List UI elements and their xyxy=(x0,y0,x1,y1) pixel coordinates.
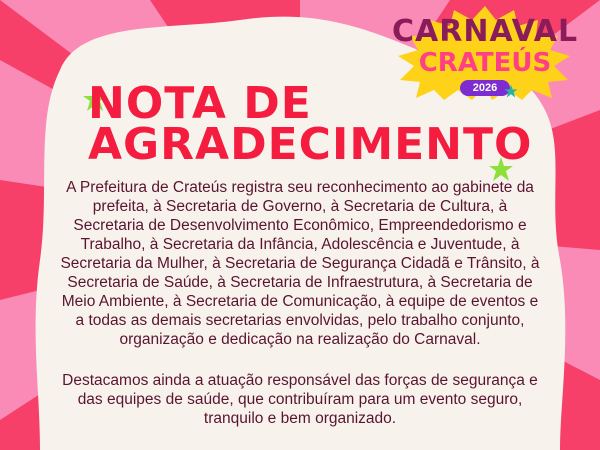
message-body xyxy=(60,178,540,450)
paragraph-security: Destacamos ainda a atuação responsável das forças de segurança e das equipes de saúde, que contribuíram para um evento seguro, tranquilo e bem organizado. xyxy=(62,372,538,427)
logo-line-carnaval: CARNAVAL xyxy=(392,14,579,49)
paragraph-acknowledgement: A Prefeitura de Crateús registra seu reconhecimento ao gabinete da prefeita, à Secretaria de Governo, à Secretaria de Cultura, à Secretaria de Desenvolvimento Econômico, Empreendedorismo e Trabalho, à Secretaria da Infância, Adolescência e Juventude, à Secretaria da Mulher, à Secretaria de Segurança Cidadã e Trânsito, à Secretaria de Saúde, à Secretaria de Infraestrutura, à Secretaria de Meio Ambiente, à Secretaria de Comunicação, à equipe de eventos e a todas as demais secretarias envolvidas, pelo trabalho conjunto, organização e dedicação na realização do Carnaval. xyxy=(60,179,540,348)
title-line-2: AGRADECIMENTO xyxy=(88,119,533,170)
logo-year-badge: 2026 xyxy=(460,80,510,96)
logo-line-crateus: CRATEÚS xyxy=(418,48,552,78)
title-line-1: NOTA DE xyxy=(88,78,312,129)
